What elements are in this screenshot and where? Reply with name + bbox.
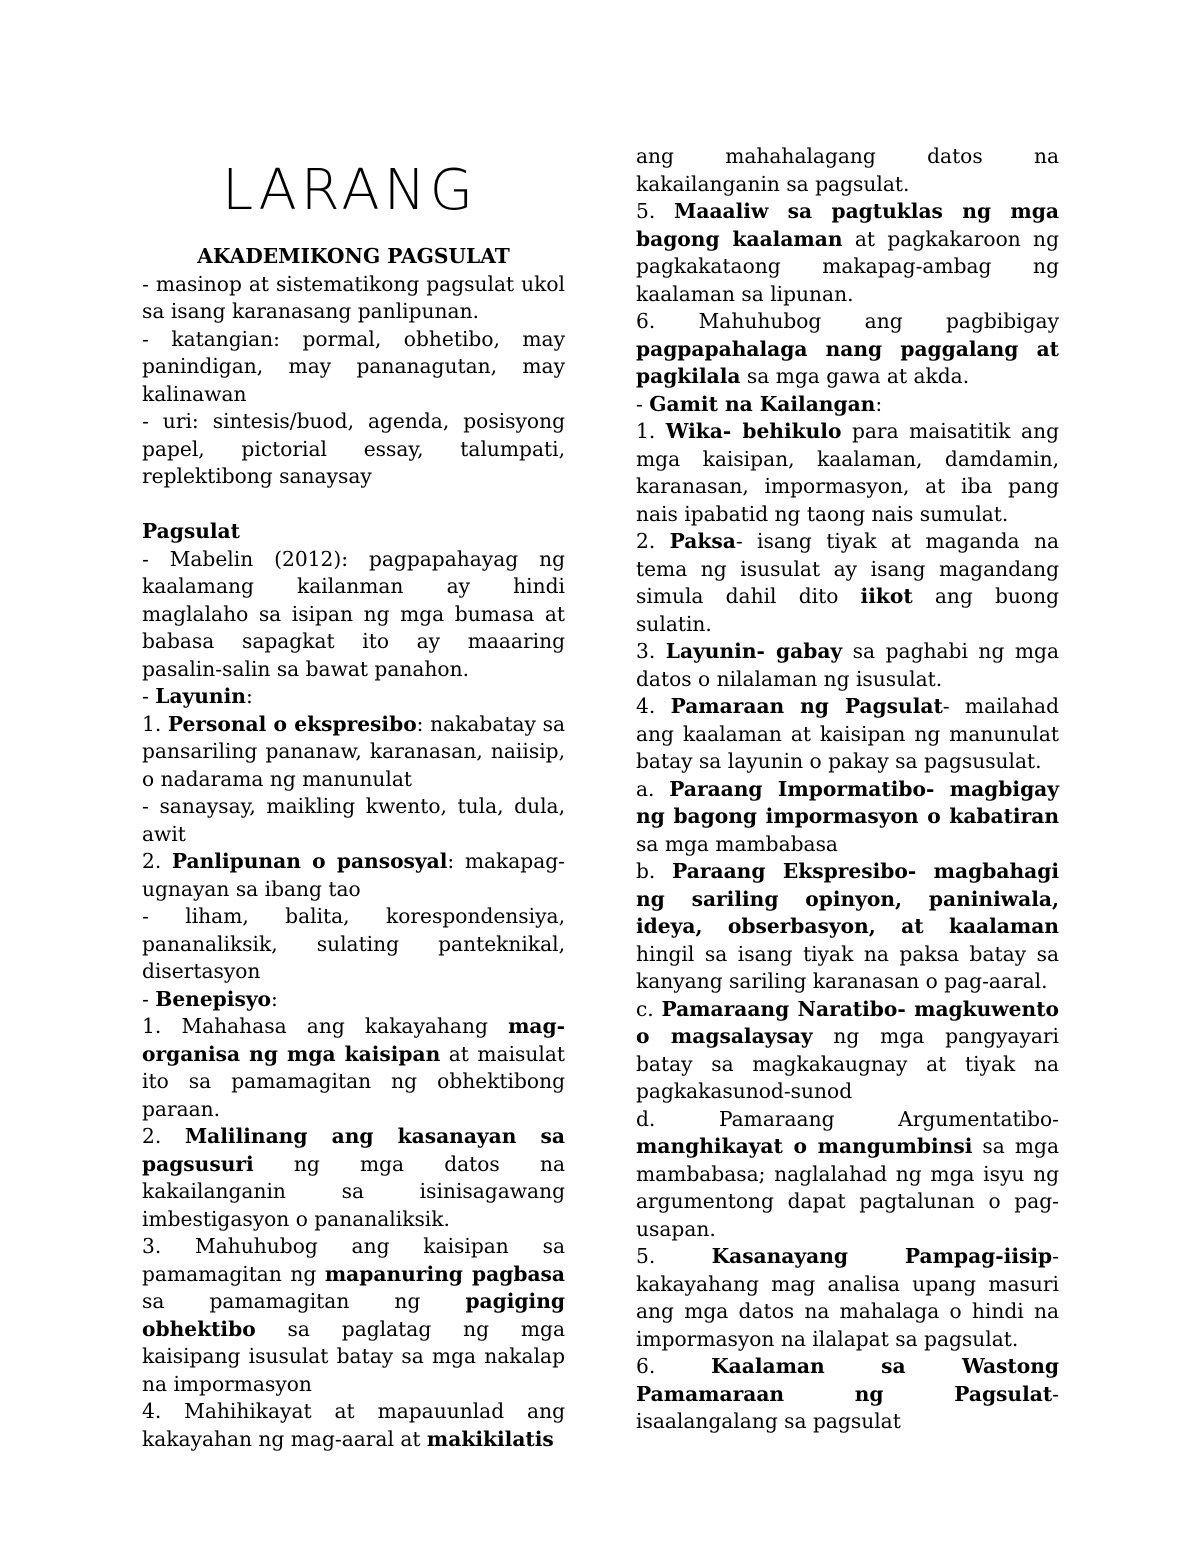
paragraph <box>636 996 1059 1106</box>
text-run: : nakabatay sa pansariling pananaw, karanasan, naiisip, o nadarama ng manunulat <box>142 711 565 791</box>
paragraph <box>142 1123 565 1233</box>
bold-text: Pagsulat <box>142 519 240 543</box>
bold-text: pagpapahalaga nang paggalang at pagkilala <box>636 336 1059 388</box>
text-run: d. Pamaraang Argumentatibo- <box>636 1106 1059 1131</box>
bold-text: Kasanayang Pampag-iisip <box>711 1244 1053 1268</box>
paragraph <box>142 793 565 848</box>
bold-text: Layunin <box>155 684 246 708</box>
text-run: 6. <box>636 1354 712 1378</box>
bold-text: manghikayat o mangumbinsi <box>636 1134 973 1158</box>
bold-text: Panlipunan o pansosyal <box>171 849 448 873</box>
text-run: ng mga pangyayari batay sa magkakaugnay at tiyak na pagkakasunod-sunod <box>636 1024 1059 1103</box>
paragraph <box>636 776 1059 859</box>
text-run: - uri: sintesis/buod, agenda, posisyong papel, pictorial essay, talumpati, replektibong sanaysay <box>142 409 565 488</box>
paragraph <box>636 638 1059 693</box>
text-run: sa mga gawa at akda. <box>740 364 970 388</box>
text-run: 1. <box>636 419 666 443</box>
text-run: : makapag-ugnayan sa ibang tao <box>142 849 565 901</box>
paragraph <box>142 408 565 491</box>
text-run: sa mga mambabasa <box>636 831 838 856</box>
paragraph <box>636 1106 1059 1244</box>
paragraph <box>636 693 1059 776</box>
text-run: c. <box>636 996 662 1021</box>
text-run: - <box>636 391 650 416</box>
text-run: at pagkakaroon ng pagkakataong makapag-ambag ng kaalaman sa lipunan. <box>636 226 1059 306</box>
bold-text: Personal o ekspresibo <box>167 711 417 736</box>
left-column-body <box>142 271 565 1454</box>
text-run: - masinop at sistematikong pagsulat ukol sa isang karanasang panlipunan. <box>142 271 565 323</box>
paragraph <box>636 858 1059 996</box>
right-column-body <box>636 143 1059 1436</box>
text-run: 5. <box>636 199 675 223</box>
paragraph <box>142 986 565 1014</box>
text-run: b. <box>636 859 673 883</box>
bold-text: Gamit na Kailangan <box>649 391 876 416</box>
text-run: - <box>142 684 156 708</box>
bold-text: iikot <box>860 584 913 608</box>
text-run: : <box>271 986 278 1011</box>
section-heading: AKADEMIKONG PAGSULAT <box>197 244 510 268</box>
bold-text: Paksa <box>669 529 736 553</box>
text-run: 6. Mahuhubog ang pagbibigay <box>636 309 1059 333</box>
paragraph <box>142 1398 565 1453</box>
text-run: 2. <box>636 529 670 553</box>
bold-text: Malilinang ang kasanayan sa pagsusuri <box>142 1124 565 1176</box>
text-run: - <box>142 986 156 1011</box>
text-run: 1. Mahahasa ang kakayahang <box>142 1014 509 1038</box>
bold-text: mag-organisa ng mga kaisipan <box>142 1014 565 1066</box>
text-run: 5. <box>636 1244 712 1268</box>
text-run: at maisulat ito sa pamamagitan ng obhektibong paraan. <box>142 1041 565 1121</box>
paragraph <box>142 683 565 711</box>
bold-text: Benepisyo <box>155 986 272 1011</box>
document-title: LARANG <box>222 158 478 223</box>
text-run: ng mga datos na kakailanganin sa isinisagawang imbestigasyon o pananaliksik. <box>142 1151 565 1231</box>
paragraph <box>636 308 1059 391</box>
text-run: 3. <box>636 639 666 663</box>
text-run: sa pamamagitan ng <box>142 1289 466 1313</box>
paragraph <box>636 391 1059 419</box>
text-run: 4. Mahihikayat at mapauunlad ang kakayahan ng mag-aaral at <box>142 1399 565 1451</box>
text-run: - katangian: pormal, obhetibo, may panindigan, may pananagutan, may kalinawan <box>142 326 565 406</box>
text-run: sa mga mambabasa; naglalahad ng mga isyu ng argumentong dapat pagtalunan o pag-usapan. <box>636 1134 1059 1241</box>
bold-text: mapanuring pagbasa <box>324 1261 565 1286</box>
paragraph <box>142 711 565 794</box>
text-run: - isang tiyak at maganda na tema ng isusulat ay isang magandang simula dahil dito <box>636 529 1059 608</box>
text-run: : <box>875 391 883 416</box>
text-run: a. <box>636 776 670 801</box>
paragraph <box>142 1233 565 1398</box>
text-run: ang buong sulatin. <box>636 584 1059 636</box>
text-run: 2. <box>142 849 172 873</box>
paragraph <box>636 528 1059 638</box>
bold-text: Pamaraan ng Pagsulat <box>670 694 943 718</box>
paragraph <box>142 518 565 546</box>
text-run: - kakayahang mag analisa upang masuri ang mga datos na mahalaga o hindi na impormasyon na ilalapat sa pagsulat. <box>636 1244 1059 1351</box>
text-run: : <box>245 684 253 708</box>
text-run: 1. <box>142 711 168 736</box>
text-run: - sanaysay, maikling kwento, tula, dula, awit <box>142 794 565 846</box>
paragraph-gap <box>142 491 565 519</box>
bold-text: Paraang Impormatibo- magbigay ng bagong impormasyon o kabatiran <box>636 776 1059 828</box>
bold-text: pagiging obhektibo <box>142 1289 565 1341</box>
bold-text: Paraang Ekspresibo- magbahagi ng sariling opinyon, paniniwala, ideya, obserbasyon, at kaalaman <box>636 859 1059 938</box>
text-run: para maisatitik ang mga kaisipan, kaalaman, damdamin, karanasan, impormasyon, at iba pang nais ipabatid ng taong nais sumulat. <box>636 419 1059 526</box>
paragraph <box>142 848 565 903</box>
bold-text: Wika- behikulo <box>665 419 842 443</box>
paragraph <box>636 1353 1059 1436</box>
bold-text: Kaalaman sa Wastong Pamamaraan ng Pagsulat <box>636 1354 1059 1406</box>
text-run: - Mabelin (2012): pagpapahayag ng kaalamang kailanman ay hindi maglalaho sa isipan ng mga bumasa at babasa sapagkat ito ay maaaring pasalin-salin sa bawat panahon. <box>142 546 565 681</box>
paragraph <box>636 1243 1059 1353</box>
paragraph <box>142 546 565 684</box>
bold-text: makikilatis <box>426 1426 554 1451</box>
paragraph <box>636 418 1059 528</box>
text-run: ang mahahalagang datos na kakailanganin sa pagsulat. <box>636 144 1059 196</box>
paragraph <box>636 198 1059 308</box>
text-run: sa paglatag ng mga kaisipang isusulat batay sa mga nakalap na impormasyon <box>142 1316 565 1396</box>
paragraph <box>636 143 1059 198</box>
paragraph <box>142 903 565 986</box>
text-run: - liham, balita, korespondensiya, pananaliksik, sulating panteknikal, disertasyon <box>142 904 565 983</box>
text-run: 3. Mahuhubog ang kaisipan sa pamamagitan ng <box>142 1234 565 1286</box>
left-column <box>142 143 565 1453</box>
bold-text: Maaaliw sa pagtuklas ng mga bagong kaalaman <box>636 199 1059 251</box>
bold-text: Layunin- gabay <box>665 639 843 663</box>
text-run: - isaalangalang sa pagsulat <box>636 1381 1059 1433</box>
bold-text: Pamaraang Naratibo- magkuwento o magsalaysay <box>636 996 1059 1048</box>
text-run: hingil sa isang tiyak na paksa batay sa kanyang sariling karanasan o pag-aaral. <box>636 941 1059 993</box>
right-column <box>636 143 1059 1436</box>
text-run: 4. <box>636 694 671 718</box>
paragraph <box>142 326 565 409</box>
text-run: 2. <box>142 1124 185 1148</box>
text-run: - mailahad ang kaalaman at kaisipan ng manunulat batay sa layunin o pakay sa pagsusulat. <box>636 694 1060 773</box>
paragraph <box>142 1013 565 1123</box>
text-run: sa paghabi ng mga datos o nilalaman ng isusulat. <box>636 639 1059 691</box>
paragraph <box>142 271 565 326</box>
